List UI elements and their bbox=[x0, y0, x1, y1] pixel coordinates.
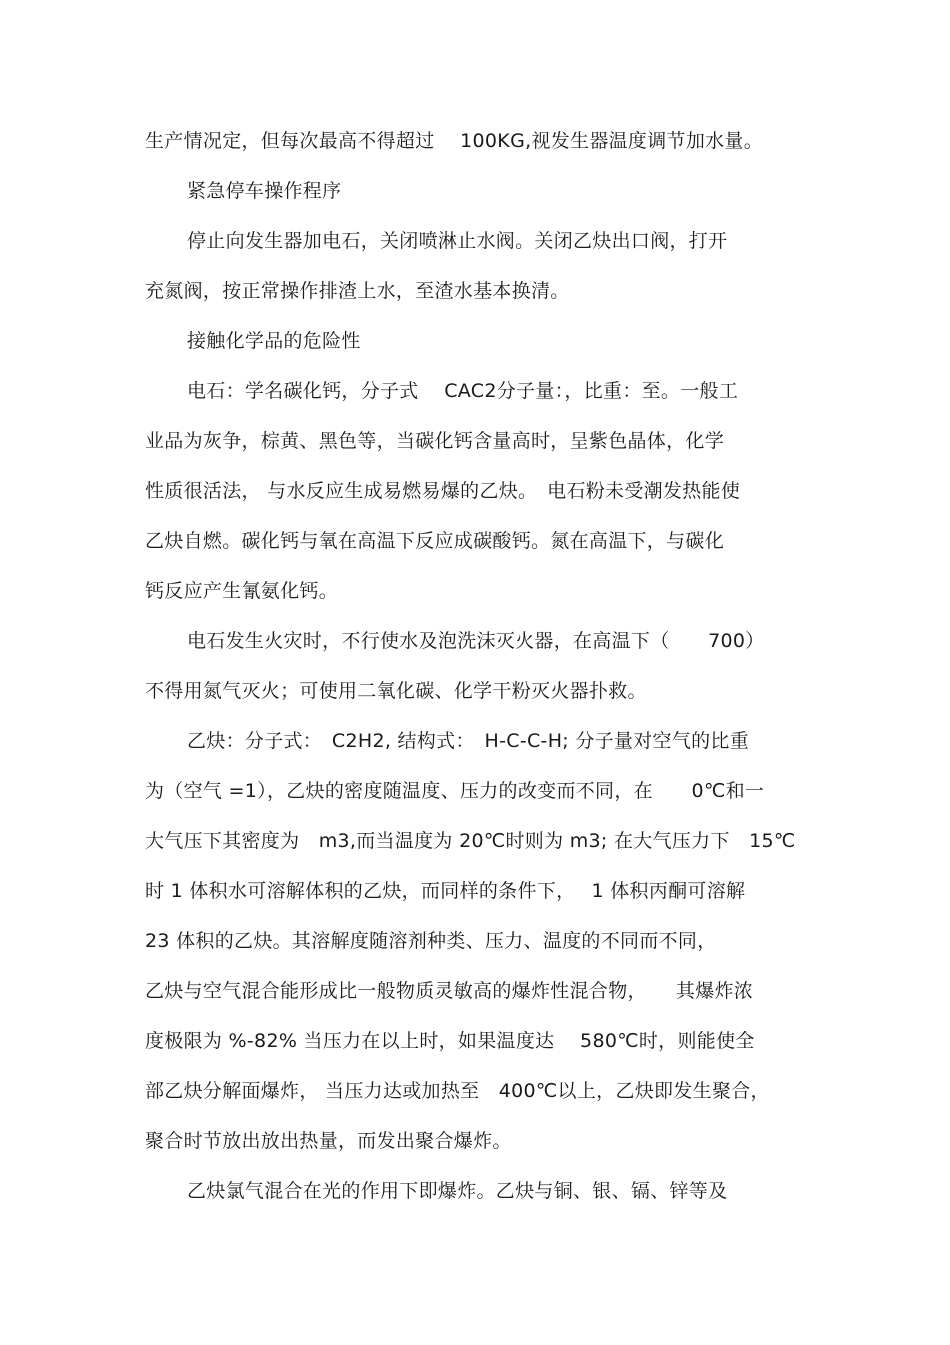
text-line: 业品为灰争，棕黄、黑色等，当碳化钙含量高时，呈紫色晶体，化学 bbox=[145, 430, 725, 452]
text-line: 充氮阀，按正常操作排渣上水，至渣水基本换清。 bbox=[145, 280, 570, 302]
text-line: 乙炔与空气混合能形成比一般物质灵敏高的爆炸性混合物， 其爆炸浓 bbox=[145, 980, 754, 1002]
section-heading: 接触化学品的危险性 bbox=[187, 330, 361, 352]
text-line: 为（空气 =1），乙炔的密度随温度、压力的改变而不同，在 0℃和一 bbox=[145, 780, 765, 802]
text-line: 性质很活法， 与水反应生成易燃易爆的乙炔。 电石粉未受潮发热能使 bbox=[145, 480, 741, 502]
text-line: 聚合时节放出放出热量，而发出聚合爆炸。 bbox=[145, 1130, 512, 1152]
text-line: 钙反应产生氰氨化钙。 bbox=[145, 580, 339, 602]
section-heading: 紧急停车操作程序 bbox=[187, 180, 342, 202]
text-line: 停止向发生器加电石，关闭喷淋止水阀。关闭乙炔出口阀，打开 bbox=[187, 230, 728, 252]
text-line: 大气压下其密度为 m3,而当温度为 20℃时则为 m3; 在大气压力下 15℃ bbox=[145, 830, 796, 852]
text-line: 时 1 体积水可溶解体积的乙炔，而同样的条件下， 1 体积丙酮可溶解 bbox=[145, 880, 746, 902]
text-line: 23 体积的乙炔。其溶解度随溶剂种类、压力、温度的不同而不同， bbox=[145, 930, 717, 952]
text-line: 部乙炔分解面爆炸， 当压力达或加热至 400℃以上，乙炔即发生聚合， bbox=[145, 1080, 770, 1102]
text-line: 度极限为 %-82% 当压力在以上时，如果温度达 580℃时，则能使全 bbox=[145, 1030, 755, 1052]
text-line: 乙炔自燃。碳化钙与氧在高温下反应成碳酸钙。氮在高温下，与碳化 bbox=[145, 530, 725, 552]
text-line: 电石：学名碳化钙，分子式 CAC2分子量：，比重：至。一般工 bbox=[187, 380, 739, 402]
text-line: 生产情况定，但每次最高不得超过 100KG,视发生器温度调节加水量。 bbox=[145, 130, 764, 152]
text-line: 不得用氮气灭火；可使用二氧化碳、化学干粉灭火器扑救。 bbox=[145, 680, 647, 702]
text-line: 乙炔：分子式： C2H2, 结构式： H-C-C-H; 分子量对空气的比重 bbox=[187, 730, 750, 752]
text-line: 电石发生火灾时，不行使水及泡洗沫灭火器，在高温下（ 700） bbox=[187, 630, 765, 652]
text-line: 乙炔氯气混合在光的作用下即爆炸。乙炔与铜、银、镉、锌等及 bbox=[187, 1180, 728, 1202]
